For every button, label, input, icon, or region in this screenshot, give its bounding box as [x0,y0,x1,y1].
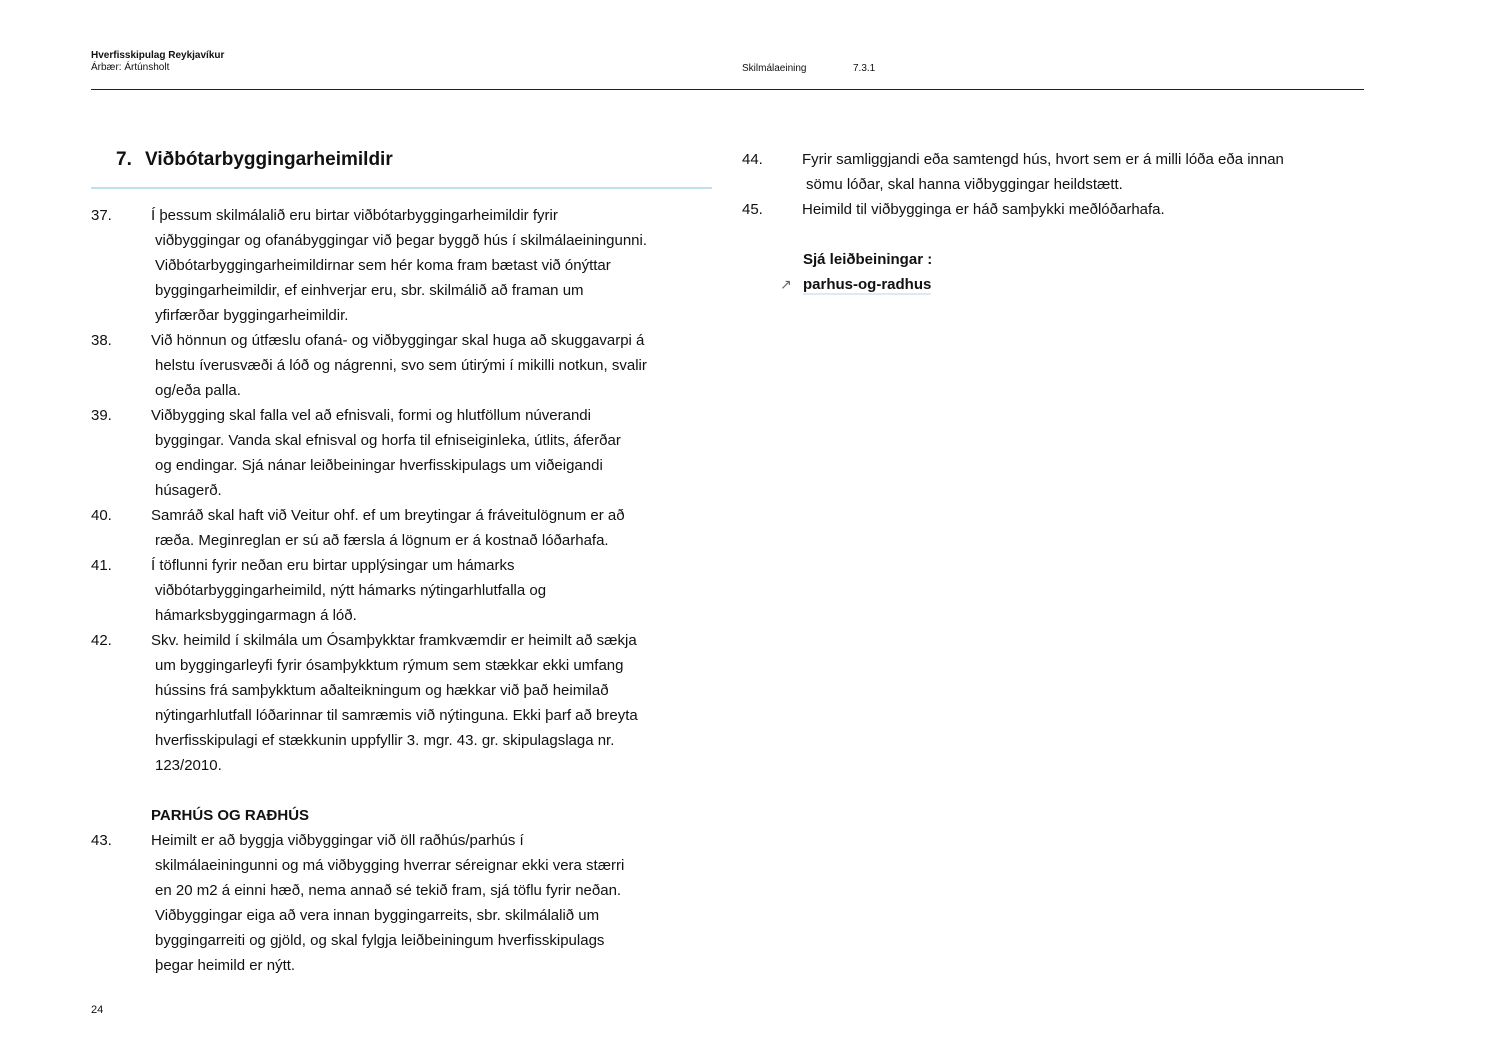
text-line: Viðbygging skal falla vel að efnisvali, formi og hlutföllum núverandi [151,407,591,424]
document-title: Hverfisskipulag Reykjavíkur [91,50,225,61]
numbered-list-right [742,147,1364,222]
list-item-number: 43. [91,832,112,849]
list-item-text [151,328,696,403]
text-line: en 20 m2 á einni hæð, nema annað sé tekið fram, sjá töflu fyrir neðan. [155,882,622,899]
text-line: Við hönnun og útfæslu ofaná- og viðbyggingar skal huga að skuggavarpi á [151,332,645,349]
list-item [91,328,712,403]
text-line: ræða. Meginreglan er sú að færsla á lögnum er á kostnað lóðarhafa. [155,532,609,549]
list-item-number: 40. [91,507,112,524]
list-item-number: 42. [91,632,112,649]
list-item-number: 39. [91,407,112,424]
text-line: skilmálaeiningunni og má viðbygging hverrar séreignar ekki vera stærri [155,857,625,874]
list-item-text [151,553,696,628]
list-item-text [802,197,1347,222]
text-line: þegar heimild er nýtt. [155,957,296,974]
text-line: yfirfærðar byggingarheimildir. [155,307,349,324]
guideline-link-parhus-og-radhus[interactable]: parhus-og-radhus [803,276,932,293]
list-item-text [151,828,696,978]
text-line: og endingar. Sjá nánar leiðbeiningar hverfisskipulags um viðeigandi [155,457,603,474]
list-item [91,828,712,978]
list-item-text [802,147,1347,197]
text-line: byggingarheimildir, ef einhverjar eru, sbr. skilmálið að framan um [155,282,584,299]
page-number: 24 [91,1004,104,1016]
text-line: Skv. heimild í skilmála um Ósamþykktar framkvæmdir er heimilt að sækja [151,632,637,649]
text-line: um byggingarleyfi fyrir ósamþykktum rýmum sem stækkar ekki umfang [155,657,624,674]
text-line: Fyrir samliggjandi eða samtengd hús, hvort sem er á milli lóða eða innan [802,151,1284,168]
external-link-icon: ↗ [780,276,792,292]
text-line: og/eða palla. [155,382,241,399]
list-item [91,553,712,628]
text-line: Í þessum skilmálalið eru birtar viðbótarbyggingarheimildir fyrir [151,207,558,224]
text-line: byggingar. Vanda skal efnisval og horfa til efniseiginleka, útlits, áferðar [155,432,621,449]
section-heading-number: 7. [116,149,132,170]
list-item-text [151,403,696,503]
document-subtitle: Árbær: Ártúnsholt [91,62,170,73]
subheading-parhus: PARHÚS OG RAÐHÚS [151,807,310,824]
text-line: Viðbótarbyggingarheimildirnar sem hér koma fram bætast við ónýttar [155,257,611,274]
list-item-number: 38. [91,332,112,349]
list-item [742,197,1364,222]
text-line: Í töflunni fyrir neðan eru birtar upplýsingar um hámarks [151,557,515,574]
text-line: Viðbyggingar eiga að vera innan byggingarreits, sbr. skilmálalið um [155,907,600,924]
text-line: hámarksbyggingarmagn á lóð. [155,607,357,624]
text-line: Heimild til viðbygginga er háð samþykki meðlóðarhafa. [802,201,1165,218]
list-item-text [151,503,696,553]
text-line: hússins frá samþykktum aðalteikningum og hækkar við það heimilað [155,682,609,699]
list-item-text [151,628,696,778]
text-line: Samráð skal haft við Veitur ohf. ef um breytingar á fráveitulögnum er að [151,507,625,524]
section-heading-title: Viðbótarbyggingarheimildir [145,149,393,170]
list-item-number: 45. [742,201,763,218]
list-item [742,147,1364,197]
list-item-number: 44. [742,151,763,168]
text-line: 123/2010. [155,757,222,774]
list-item [91,628,712,778]
list-item [91,203,712,328]
text-line: hverfisskipulagi ef stækkunin uppfyllir 3. mgr. 43. gr. skipulagslaga nr. [155,732,615,749]
list-item-number: 37. [91,207,112,224]
list-item [91,403,712,503]
text-line: byggingarreiti og gjöld, og skal fylgja leiðbeiningum hverfisskipulags [155,932,605,949]
text-line: sömu lóðar, skal hanna viðbyggingar heildstætt. [806,176,1123,193]
document-header [91,50,224,74]
text-line: helstu íverusvæði á lóð og nágrenni, svo sem útirými í mikilli notkun, svalir [155,357,647,374]
text-line: nýtingarhlutfall lóðarinnar til samræmis við nýtinguna. Ekki þarf að breyta [155,707,638,724]
numbered-list-2 [91,828,712,978]
section-number: 7.3.1 [853,63,876,74]
list-item-text [151,203,696,328]
see-guidelines-label: Sjá leiðbeiningar : [803,251,933,268]
section-label: Skilmálaeining [742,63,807,74]
list-item [91,503,712,553]
header-divider [91,89,1364,90]
numbered-list [91,203,712,778]
text-line: viðbyggingar og ofanábyggingar við þegar byggð hús í skilmálaeiningunni. [155,232,647,249]
left-column [91,146,712,978]
text-line: Heimilt er að byggja viðbyggingar við öll raðhús/parhús í [151,832,524,849]
see-guidelines-link[interactable] [742,272,1364,297]
list-item-number: 41. [91,557,112,574]
right-column [742,147,1364,297]
section-heading [91,146,712,189]
text-line: húsagerð. [155,482,222,499]
text-line: viðbótarbyggingarheimild, nýtt hámarks nýtingarhlutfalla og [155,582,547,599]
